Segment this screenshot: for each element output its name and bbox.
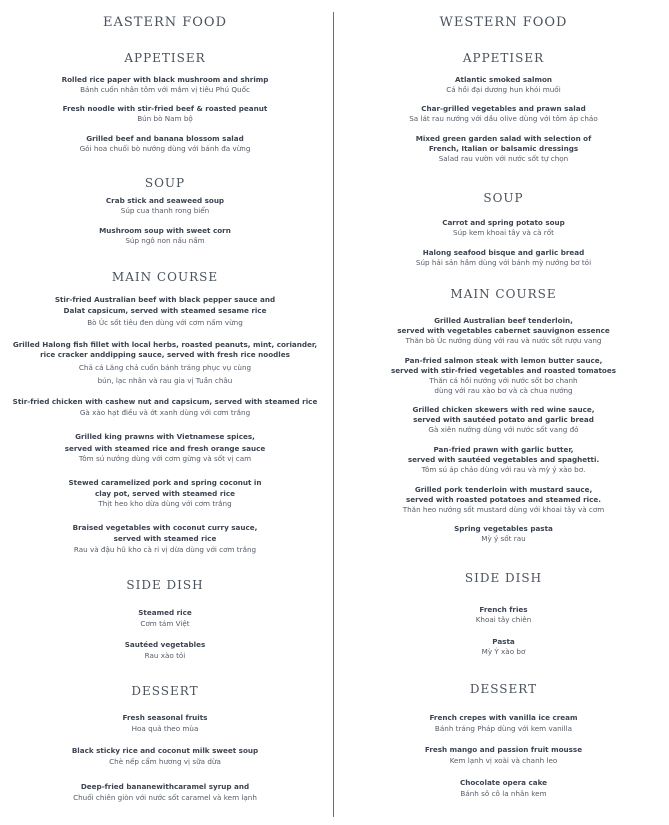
- menu-item-name: Sautéed vegetables: [124, 640, 206, 649]
- menu-item-name: Grilled chicken skewers with red wine sauce,: [412, 405, 595, 414]
- menu-item-name: Fresh mango and passion fruit mousse: [424, 745, 583, 754]
- menu-item-translation: Bún bò Nam bộ: [137, 114, 193, 123]
- menu-item-translation: Súp kem khoai tây và cà rốt: [453, 228, 554, 237]
- menu-item-translation: Súp ngô non nấu nấm: [125, 236, 205, 245]
- menu-item-translation: Súp hải sản hầm dùng với bánh mỳ nướng bơ tỏi: [415, 258, 592, 267]
- menu-item-name: Mixed green garden salad with selection of: [415, 134, 592, 143]
- eastern-main-course-heading: MAIN COURSE: [111, 270, 219, 284]
- menu-item-translation: Sa lát rau nướng với dầu olive dùng với tôm áp chảo: [409, 114, 598, 123]
- menu-item-name: served with steamed rice: [113, 534, 217, 543]
- menu-item-translation: Thăn bò Úc nướng dùng với rau và nước sốt rượu vang: [405, 336, 602, 345]
- menu-item-name: served with vegetables cabernet sauvignon essence: [397, 326, 610, 335]
- western-main-course-heading: MAIN COURSE: [450, 287, 557, 301]
- menu-item-name: Char-grilled vegetables and prawn salad: [421, 104, 586, 113]
- menu-item-translation: Gà xiên nướng dùng với nước sốt vang đỏ: [428, 425, 579, 434]
- menu-item-name: Grilled king prawns with Vietnamese spices,: [75, 432, 255, 441]
- menu-item-name: Grilled Halong fish fillet with local herbs, roasted peanuts, mint, coriander,: [12, 340, 318, 349]
- eastern-dessert-heading: DESSERT: [131, 684, 199, 698]
- menu-item-translation: Chuối chiên giòn với nước sốt caramel và kem lạnh: [73, 793, 257, 802]
- menu-item-name: Pasta: [492, 637, 515, 646]
- eastern-soup-heading: SOUP: [144, 176, 186, 190]
- menu-item-translation: Chè nếp cẩm hương vị sữa dừa: [109, 757, 221, 766]
- menu-item-name: served with steamed rice and fresh orange sauce: [64, 444, 266, 453]
- menu-item-name: French, Italian or balsamic dressings: [428, 144, 579, 153]
- menu-item-name: Stewed caramelized pork and spring coconut in: [68, 478, 262, 487]
- menu-item-name: Stir-fried Australian beef with black pepper sauce and: [54, 295, 276, 304]
- menu-item-name: French crepes with vanilla ice cream: [429, 713, 578, 722]
- menu-item-translation: Kem lạnh vị xoài và chanh leo: [449, 756, 558, 765]
- menu-item-translation: Chả cá Lăng chả cuốn bánh tráng phục vụ cùng: [78, 363, 252, 372]
- menu-item-name: Pan-fried salmon steak with lemon butter sauce,: [404, 356, 603, 365]
- menu-item-name: Pan-fried prawn with garlic butter,: [433, 445, 574, 454]
- menu-item-name: clay pot, served with steamed rice: [95, 489, 235, 498]
- menu-item-name: Braised vegetables with coconut curry sauce,: [72, 523, 258, 532]
- western-side-dish-heading: SIDE DISH: [464, 571, 543, 585]
- menu-item-translation: Thịt heo kho dừa dùng với cơm trắng: [98, 499, 232, 508]
- menu-item-translation: Mỳ ý sốt rau: [481, 534, 526, 543]
- menu-item-name: Grilled Australian beef tenderloin,: [434, 316, 573, 325]
- menu-item-translation: Cá hồi đại dương hun khói muối: [446, 85, 561, 94]
- eastern-appetiser-heading: APPETISER: [124, 51, 206, 65]
- menu-item-name: Grilled pork tenderloin with mustard sauce,: [414, 485, 593, 494]
- menu-item-name: Fresh seasonal fruits: [122, 713, 208, 722]
- western-soup-heading: SOUP: [483, 191, 524, 205]
- menu-item-translation: Tôm sú áp chảo dùng với rau và mỳ ý xào bơ.: [421, 465, 586, 474]
- menu-item-name: served with sautéed potato and garlic bread: [413, 415, 594, 424]
- menu-item-translation: Hoa quả theo mùa: [131, 724, 199, 733]
- menu-item-name: French fries: [479, 605, 528, 614]
- menu-item-translation: Khoai tây chiên: [475, 615, 532, 624]
- menu-item-translation: Bánh cuốn nhân tôm với mắm vị tiêu Phú Quốc: [80, 85, 250, 94]
- menu-item-name: rice cracker anddipping sauce, served with fresh rice noodles: [40, 350, 290, 359]
- menu-item-translation: Súp cua thanh rong biển: [120, 206, 210, 215]
- menu-item-translation: Thăn heo nướng sốt mustard dùng với khoai tây và cơm: [402, 505, 605, 514]
- menu-item-name: served with roasted potatoes and steamed rice.: [406, 495, 601, 504]
- menu-item-translation: Gà xào hạt điều và ớt xanh dùng với cơm trắng: [79, 408, 251, 417]
- menu-item-translation: Bánh tráng Pháp dùng với kem vanilla: [434, 724, 573, 733]
- western-dessert-heading: DESSERT: [469, 682, 538, 696]
- menu-item-translation: Bánh sô cô la nhân kem: [460, 789, 547, 798]
- menu-item-translation: Tôm sú nướng dùng với cơm gừng và sốt vị cam: [78, 454, 252, 463]
- menu-item-name: Steamed rice: [138, 608, 192, 617]
- menu-item-name: Black sticky rice and coconut milk sweet soup: [71, 746, 259, 755]
- western-appetiser-heading: APPETISER: [462, 51, 545, 65]
- menu-item-name: served with stir-fried vegetables and roasted tomatoes: [391, 366, 616, 375]
- menu-item-translation: Salad rau vườn với nước sốt tự chọn: [438, 154, 569, 163]
- menu-item-name: served with sautéed vegetables and spaghetti.: [407, 455, 600, 464]
- menu-item-name: Crab stick and seaweed soup: [105, 196, 225, 205]
- menu-item-name: Deep-fried bananewithcaramel syrup and: [80, 782, 250, 791]
- menu-item-translation: Bò Úc sốt tiêu đen dùng với cơm nấm vừng: [87, 318, 243, 327]
- menu-item-name: Rolled rice paper with black mushroom and shrimp: [61, 75, 269, 84]
- menu-item-translation: bún, lạc nhân và rau gia vị Tuần châu: [97, 376, 233, 385]
- menu-item-name: Fresh noodle with stir-fried beef & roasted peanut: [62, 104, 268, 113]
- menu-item-name: Carrot and spring potato soup: [442, 218, 565, 227]
- menu-item-translation: Rau và đậu hũ kho cà ri vị dừa dùng với cơm trắng: [73, 545, 257, 554]
- western-food-title: WESTERN FOOD: [439, 15, 568, 30]
- column-divider: [333, 12, 334, 817]
- menu-item-name: Spring vegetables pasta: [454, 524, 553, 533]
- menu-item-name: Mushroom soup with sweet corn: [99, 226, 231, 235]
- menu-item-translation: Thăn cá hồi nướng với nước sốt bơ chanh: [429, 376, 578, 385]
- menu-item-translation: Gỏi hoa chuối bò nướng dùng với bánh đa vừng: [79, 144, 251, 153]
- menu-item-translation: Cơm tám Việt: [140, 619, 190, 628]
- menu-item-name: Stir-fried chicken with cashew nut and capsicum, served with steamed rice: [12, 397, 318, 406]
- eastern-side-dish-heading: SIDE DISH: [126, 578, 204, 592]
- menu-item-translation: Rau xào tỏi: [144, 651, 186, 660]
- menu-item-translation: Mỳ Ý xào bơ: [481, 647, 526, 656]
- menu-item-translation: dùng với rau xào bơ và cà chua nướng: [434, 386, 573, 395]
- eastern-food-title: EASTERN FOOD: [103, 15, 227, 30]
- menu-item-name: Chocolate opera cake: [459, 778, 548, 787]
- menu-item-name: Dalat capsicum, served with steamed sesame rice: [63, 306, 267, 315]
- menu-item-name: Halong seafood bisque and garlic bread: [422, 248, 585, 257]
- menu-item-name: Grilled beef and banana blossom salad: [86, 134, 244, 143]
- menu-item-name: Atlantic smoked salmon: [454, 75, 553, 84]
